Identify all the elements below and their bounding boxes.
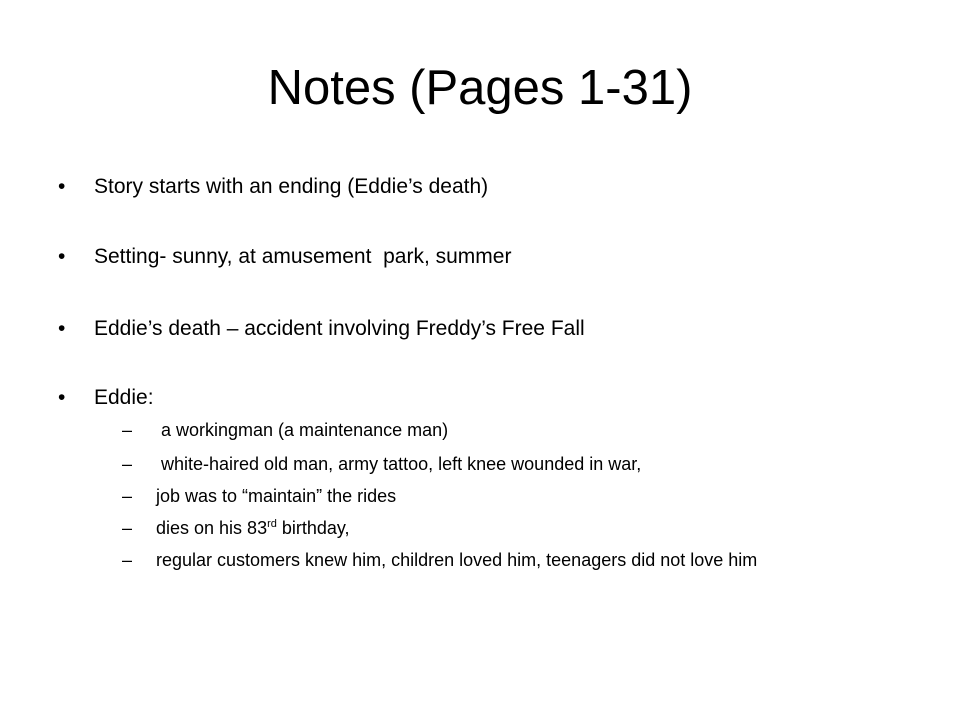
bullet-text: Eddie: xyxy=(94,386,154,409)
bullet-dot: • xyxy=(58,386,66,409)
sub-dash: – xyxy=(122,518,133,538)
slide-title: Notes (Pages 1-31) xyxy=(267,61,693,115)
sub-text: white-haired old man, army tattoo, left knee wounded in war, xyxy=(156,454,642,474)
sub-text: a workingman (a maintenance man) xyxy=(156,420,449,440)
bullet-dot: • xyxy=(58,245,66,268)
sub-text-after: birthday, xyxy=(276,518,350,538)
sub-dash: – xyxy=(122,454,133,474)
ordinal-superscript: rd xyxy=(267,518,277,530)
bullet-dot: • xyxy=(58,175,66,198)
bullet-dot: • xyxy=(58,317,66,340)
bullet-text: Story starts with an ending (Eddie’s death) xyxy=(94,175,489,198)
bullet-text: Eddie’s death – accident involving Freddy’s Free Fall xyxy=(94,317,585,340)
sub-dash: – xyxy=(122,420,133,440)
sub-text: regular customers knew him, children loved him, teenagers did not love him xyxy=(156,550,758,570)
sub-dash: – xyxy=(122,550,133,570)
sub-text xyxy=(156,518,896,539)
sub-dash: – xyxy=(122,486,133,506)
sub-text: job was to “maintain” the rides xyxy=(156,486,397,506)
bullet-text: Setting- sunny, at amusement park, summer xyxy=(94,245,512,268)
sub-text-before: dies on his 83 xyxy=(156,518,268,538)
